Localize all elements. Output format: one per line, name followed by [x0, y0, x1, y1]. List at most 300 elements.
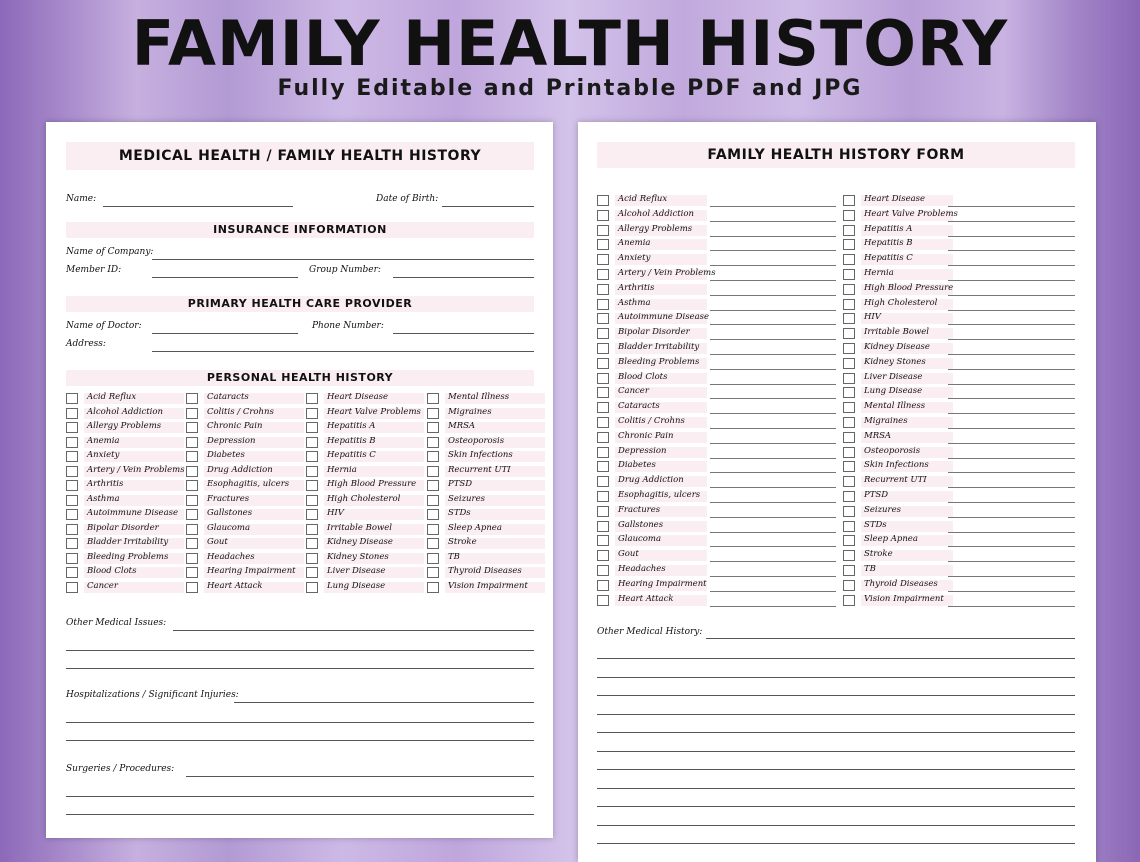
condition-checkbox[interactable] — [427, 437, 439, 448]
condition-notes-line[interactable] — [948, 354, 1075, 355]
condition-notes-line[interactable] — [710, 221, 836, 222]
condition-label: Anxiety — [618, 253, 651, 264]
condition-checkbox[interactable] — [843, 402, 855, 413]
condition-notes-line[interactable] — [948, 250, 1075, 251]
condition-checkbox[interactable] — [843, 328, 855, 339]
condition-label: Acid Reflux — [87, 392, 137, 402]
condition-label: Artery / Vein Problems — [87, 464, 185, 475]
condition-checkbox[interactable] — [843, 447, 855, 458]
condition-checkbox[interactable] — [186, 451, 198, 462]
condition-notes-line[interactable] — [948, 236, 1075, 237]
condition-notes-line[interactable] — [710, 398, 836, 399]
hospitalizations-label: Hospitalizations / Significant Injuries: — [66, 690, 239, 700]
condition-label: Irritable Bowel — [864, 327, 929, 338]
condition-checkbox[interactable] — [186, 553, 198, 564]
condition-label: Recurrent UTI — [448, 464, 511, 475]
condition-checkbox[interactable] — [306, 495, 318, 506]
condition-checkbox[interactable] — [597, 254, 609, 265]
condition-notes-line[interactable] — [710, 206, 836, 207]
condition-notes-line[interactable] — [710, 591, 836, 592]
condition-checkbox[interactable] — [597, 402, 609, 413]
dob-label: Date of Birth: — [376, 194, 439, 204]
condition-checkbox[interactable] — [66, 553, 78, 564]
surgeries-line[interactable] — [186, 776, 534, 777]
surgeries-line[interactable] — [66, 796, 534, 797]
condition-notes-line[interactable] — [948, 472, 1075, 473]
condition-notes-line[interactable] — [948, 295, 1075, 296]
condition-checkbox[interactable] — [843, 595, 855, 606]
condition-notes-line[interactable] — [710, 310, 836, 311]
condition-checkbox[interactable] — [427, 524, 439, 535]
condition-checkbox[interactable] — [306, 538, 318, 549]
condition-checkbox[interactable] — [843, 373, 855, 384]
name-field[interactable] — [103, 206, 293, 207]
condition-label: Bladder Irritability — [618, 342, 700, 352]
condition-label: Liver Disease — [327, 566, 386, 576]
condition-checkbox[interactable] — [597, 461, 609, 472]
condition-label: Esophagitis, ulcers — [207, 479, 290, 489]
hospitalizations-line[interactable] — [234, 702, 534, 703]
condition-label: Kidney Disease — [864, 342, 930, 352]
condition-checkbox[interactable] — [597, 535, 609, 546]
condition-checkbox[interactable] — [843, 506, 855, 517]
doctor-field[interactable] — [152, 333, 298, 334]
condition-checkbox[interactable] — [427, 451, 439, 462]
condition-checkbox[interactable] — [843, 461, 855, 472]
condition-notes-line[interactable] — [710, 606, 836, 607]
condition-checkbox[interactable] — [597, 491, 609, 502]
condition-checkbox[interactable] — [597, 417, 609, 428]
condition-checkbox[interactable] — [186, 408, 198, 419]
condition-label: Heart Attack — [207, 580, 263, 591]
condition-checkbox[interactable] — [186, 422, 198, 433]
condition-checkbox[interactable] — [66, 451, 78, 462]
condition-label: Gout — [618, 549, 639, 560]
condition-notes-line[interactable] — [948, 398, 1075, 399]
condition-notes-line[interactable] — [948, 546, 1075, 547]
condition-label: Anemia — [87, 435, 120, 446]
condition-label: Asthma — [87, 493, 120, 504]
member-label: Member ID: — [66, 265, 122, 275]
condition-label: Mental Illness — [448, 392, 510, 402]
condition-label: PTSD — [864, 490, 889, 500]
condition-label: Bipolar Disorder — [618, 327, 690, 338]
family-history-form-page — [578, 122, 1096, 862]
group-label: Group Number: — [309, 265, 381, 275]
condition-notes-line[interactable] — [710, 384, 836, 385]
condition-label: Fractures — [207, 493, 250, 504]
condition-checkbox[interactable] — [306, 509, 318, 520]
condition-notes-line[interactable] — [948, 206, 1075, 207]
condition-label: Anxiety — [87, 450, 120, 460]
condition-label: Acid Reflux — [618, 194, 668, 204]
condition-checkbox[interactable] — [427, 567, 439, 578]
condition-checkbox[interactable] — [843, 521, 855, 532]
condition-checkbox[interactable] — [843, 535, 855, 546]
condition-checkbox[interactable] — [306, 582, 318, 593]
condition-checkbox[interactable] — [66, 422, 78, 433]
condition-notes-line[interactable] — [710, 472, 836, 473]
condition-checkbox[interactable] — [66, 480, 78, 491]
condition-label: Lung Disease — [864, 386, 923, 397]
condition-notes-line[interactable] — [710, 487, 836, 488]
condition-checkbox[interactable] — [427, 408, 439, 419]
condition-label: MRSA — [864, 430, 892, 441]
name-label: Name: — [66, 194, 97, 204]
condition-label: Bleeding Problems — [618, 356, 700, 367]
condition-checkbox[interactable] — [597, 521, 609, 532]
condition-checkbox[interactable] — [597, 225, 609, 236]
other-issues-line[interactable] — [173, 630, 534, 631]
condition-label: Hearing Impairment — [207, 566, 296, 576]
condition-checkbox[interactable] — [306, 480, 318, 491]
condition-label: Arthritis — [618, 282, 655, 293]
condition-label: High Cholesterol — [864, 297, 938, 308]
condition-notes-line[interactable] — [948, 280, 1075, 281]
condition-checkbox[interactable] — [306, 567, 318, 578]
condition-label: Irritable Bowel — [327, 522, 392, 533]
condition-notes-line[interactable] — [948, 606, 1075, 607]
condition-label: Osteoporosis — [864, 445, 921, 456]
dob-field[interactable] — [442, 206, 534, 207]
condition-label: Glaucoma — [207, 522, 251, 533]
hospitalizations-line[interactable] — [66, 740, 534, 741]
checklist-row-bg — [445, 553, 545, 564]
condition-label: Colitis / Crohns — [618, 416, 685, 426]
condition-checkbox[interactable] — [186, 567, 198, 578]
condition-checkbox[interactable] — [66, 408, 78, 419]
condition-notes-line[interactable] — [948, 561, 1075, 562]
condition-checkbox[interactable] — [597, 550, 609, 561]
condition-notes-line[interactable] — [948, 369, 1075, 370]
condition-label: Blood Clots — [618, 371, 668, 382]
other-history-line[interactable] — [597, 751, 1075, 752]
condition-checkbox[interactable] — [597, 269, 609, 280]
condition-notes-line[interactable] — [948, 384, 1075, 385]
condition-checkbox[interactable] — [597, 343, 609, 354]
condition-label: Hepatitis A — [864, 223, 913, 234]
condition-checkbox[interactable] — [843, 476, 855, 487]
condition-checkbox[interactable] — [186, 582, 198, 593]
condition-label: High Blood Pressure — [864, 282, 954, 293]
condition-notes-line[interactable] — [710, 561, 836, 562]
condition-label: Colitis / Crohns — [207, 406, 274, 417]
condition-label: Kidney Disease — [327, 537, 393, 547]
condition-label: Headaches — [618, 564, 666, 574]
other-history-line[interactable] — [597, 769, 1075, 770]
condition-checkbox[interactable] — [597, 313, 609, 324]
condition-label: Hepatitis C — [327, 450, 376, 460]
condition-notes-line[interactable] — [710, 458, 836, 459]
condition-notes-line[interactable] — [948, 517, 1075, 518]
condition-checkbox[interactable] — [597, 580, 609, 591]
condition-label: Recurrent UTI — [864, 475, 927, 486]
condition-checkbox[interactable] — [843, 387, 855, 398]
condition-label: Stroke — [448, 537, 477, 547]
condition-label: Headaches — [207, 551, 255, 562]
condition-checkbox[interactable] — [66, 393, 78, 404]
other-history-line[interactable] — [597, 658, 1075, 659]
condition-checkbox[interactable] — [186, 538, 198, 549]
condition-label: Hepatitis A — [327, 421, 376, 431]
condition-checkbox[interactable] — [843, 358, 855, 369]
condition-label: Hernia — [864, 268, 894, 278]
condition-notes-line[interactable] — [710, 339, 836, 340]
condition-checkbox[interactable] — [306, 408, 318, 419]
condition-label: Migraines — [448, 406, 492, 417]
condition-notes-line[interactable] — [710, 413, 836, 414]
condition-checkbox[interactable] — [306, 437, 318, 448]
condition-checkbox[interactable] — [843, 269, 855, 280]
condition-checkbox[interactable] — [597, 210, 609, 221]
condition-checkbox[interactable] — [597, 195, 609, 206]
condition-checkbox[interactable] — [843, 239, 855, 250]
condition-notes-line[interactable] — [948, 576, 1075, 577]
condition-label: STDs — [448, 508, 471, 518]
condition-label: PTSD — [448, 479, 473, 489]
condition-notes-line[interactable] — [948, 502, 1075, 503]
condition-checkbox[interactable] — [66, 466, 78, 477]
condition-checkbox[interactable] — [843, 565, 855, 576]
condition-label: Mental Illness — [864, 401, 926, 412]
condition-checkbox[interactable] — [843, 550, 855, 561]
condition-checkbox[interactable] — [843, 299, 855, 310]
condition-label: HIV — [327, 508, 344, 518]
phone-field[interactable] — [393, 333, 534, 334]
condition-notes-line[interactable] — [710, 265, 836, 266]
condition-notes-line[interactable] — [948, 413, 1075, 414]
condition-checkbox[interactable] — [306, 553, 318, 564]
condition-checkbox[interactable] — [186, 495, 198, 506]
condition-label: TB — [448, 551, 460, 562]
condition-label: Autoimmune Disease — [87, 508, 179, 518]
condition-label: TB — [864, 564, 876, 574]
condition-checkbox[interactable] — [66, 437, 78, 448]
condition-label: Fractures — [618, 504, 661, 515]
condition-checkbox[interactable] — [306, 393, 318, 404]
condition-label: Depression — [207, 435, 256, 446]
condition-label: Glaucoma — [618, 534, 662, 545]
condition-checkbox[interactable] — [427, 422, 439, 433]
condition-label: Hepatitis B — [327, 435, 376, 446]
condition-checkbox[interactable] — [66, 538, 78, 549]
condition-notes-line[interactable] — [948, 487, 1075, 488]
condition-label: Allergy Problems — [87, 421, 162, 431]
other-history-line[interactable] — [597, 732, 1075, 733]
condition-notes-line[interactable] — [710, 369, 836, 370]
condition-notes-line[interactable] — [710, 250, 836, 251]
condition-checkbox[interactable] — [66, 567, 78, 578]
condition-checkbox[interactable] — [597, 447, 609, 458]
group-field[interactable] — [393, 277, 534, 278]
condition-label: HIV — [864, 312, 881, 323]
condition-checkbox[interactable] — [427, 509, 439, 520]
condition-label: Liver Disease — [864, 371, 923, 382]
other-history-line[interactable] — [597, 806, 1075, 807]
condition-checkbox[interactable] — [843, 225, 855, 236]
condition-checkbox[interactable] — [306, 422, 318, 433]
condition-checkbox[interactable] — [66, 509, 78, 520]
condition-notes-line[interactable] — [710, 502, 836, 503]
condition-checkbox[interactable] — [843, 210, 855, 221]
condition-checkbox[interactable] — [843, 491, 855, 502]
address-field[interactable] — [152, 351, 534, 352]
condition-checkbox[interactable] — [306, 524, 318, 535]
condition-checkbox[interactable] — [843, 313, 855, 324]
condition-checkbox[interactable] — [306, 466, 318, 477]
condition-notes-line[interactable] — [948, 532, 1075, 533]
condition-checkbox[interactable] — [306, 451, 318, 462]
condition-checkbox[interactable] — [597, 328, 609, 339]
condition-notes-line[interactable] — [710, 443, 836, 444]
condition-notes-line[interactable] — [710, 324, 836, 325]
condition-notes-line[interactable] — [948, 310, 1075, 311]
other-issues-line[interactable] — [66, 650, 534, 651]
hospitalizations-line[interactable] — [66, 722, 534, 723]
condition-notes-line[interactable] — [710, 354, 836, 355]
condition-label: Thyroid Diseases — [864, 578, 938, 589]
condition-checkbox[interactable] — [427, 480, 439, 491]
condition-checkbox[interactable] — [597, 432, 609, 443]
condition-label: STDs — [864, 519, 887, 530]
condition-label: Heart Valve Problems — [327, 406, 421, 417]
condition-checkbox[interactable] — [843, 284, 855, 295]
page1-header: MEDICAL HEALTH / FAMILY HEALTH HISTORY — [66, 142, 534, 170]
condition-notes-line[interactable] — [948, 591, 1075, 592]
condition-notes-line[interactable] — [710, 236, 836, 237]
condition-label: Drug Addiction — [207, 464, 273, 475]
condition-checkbox[interactable] — [843, 580, 855, 591]
condition-label: MRSA — [448, 421, 476, 431]
condition-checkbox[interactable] — [597, 358, 609, 369]
condition-label: Hepatitis B — [864, 238, 913, 249]
condition-notes-line[interactable] — [948, 458, 1075, 459]
condition-checkbox[interactable] — [597, 506, 609, 517]
condition-label: Heart Disease — [864, 194, 926, 204]
condition-checkbox[interactable] — [186, 524, 198, 535]
medical-history-page — [46, 122, 553, 838]
condition-checkbox[interactable] — [843, 432, 855, 443]
condition-label: Asthma — [618, 297, 651, 308]
condition-label: Chronic Pain — [207, 421, 263, 431]
condition-label: Hepatitis C — [864, 253, 913, 264]
surgeries-line[interactable] — [66, 814, 534, 815]
condition-checkbox[interactable] — [597, 284, 609, 295]
condition-label: Cataracts — [618, 401, 660, 412]
condition-label: Migraines — [864, 416, 908, 426]
condition-notes-line[interactable] — [710, 295, 836, 296]
condition-checkbox[interactable] — [597, 387, 609, 398]
condition-label: Kidney Stones — [864, 356, 926, 367]
condition-notes-line[interactable] — [710, 428, 836, 429]
condition-label: Gallstones — [618, 519, 664, 530]
condition-label: Autoimmune Disease — [618, 312, 710, 323]
condition-label: Heart Valve Problems — [864, 208, 958, 219]
condition-notes-line[interactable] — [948, 324, 1075, 325]
condition-checkbox[interactable] — [427, 466, 439, 477]
condition-label: High Cholesterol — [327, 493, 401, 504]
condition-label: Drug Addiction — [618, 475, 684, 486]
other-history-line[interactable] — [597, 714, 1075, 715]
condition-checkbox[interactable] — [66, 495, 78, 506]
condition-label: Blood Clots — [87, 566, 137, 576]
other-history-line[interactable] — [597, 843, 1075, 844]
condition-notes-line[interactable] — [948, 443, 1075, 444]
condition-checkbox[interactable] — [427, 495, 439, 506]
condition-checkbox[interactable] — [427, 582, 439, 593]
condition-checkbox[interactable] — [843, 195, 855, 206]
other-history-label: Other Medical History: — [597, 627, 703, 637]
other-history-line[interactable] — [597, 695, 1075, 696]
condition-checkbox[interactable] — [186, 393, 198, 404]
other-history-line[interactable] — [597, 677, 1075, 678]
condition-checkbox[interactable] — [186, 466, 198, 477]
condition-checkbox[interactable] — [427, 553, 439, 564]
condition-label: Allergy Problems — [618, 223, 693, 234]
condition-label: Gout — [207, 537, 228, 547]
other-history-line[interactable] — [597, 825, 1075, 826]
condition-checkbox[interactable] — [597, 373, 609, 384]
condition-label: Esophagitis, ulcers — [618, 490, 701, 500]
other-history-line[interactable] — [597, 788, 1075, 789]
company-label: Name of Company: — [66, 247, 154, 257]
condition-label: Sleep Apnea — [864, 534, 918, 545]
condition-label: Vision Impairment — [448, 580, 528, 591]
condition-notes-line[interactable] — [710, 546, 836, 547]
condition-checkbox[interactable] — [66, 524, 78, 535]
other-issues-line[interactable] — [66, 668, 534, 669]
condition-notes-line[interactable] — [948, 339, 1075, 340]
condition-notes-line[interactable] — [948, 221, 1075, 222]
condition-notes-line[interactable] — [710, 532, 836, 533]
condition-label: Bladder Irritability — [87, 537, 169, 547]
phone-label: Phone Number: — [312, 321, 384, 331]
condition-checkbox[interactable] — [427, 538, 439, 549]
condition-checkbox[interactable] — [843, 343, 855, 354]
member-field[interactable] — [152, 277, 298, 278]
condition-notes-line[interactable] — [710, 280, 836, 281]
condition-checkbox[interactable] — [66, 582, 78, 593]
condition-label: Anemia — [618, 238, 651, 249]
company-field[interactable] — [152, 259, 534, 260]
condition-notes-line[interactable] — [710, 517, 836, 518]
condition-label: Cancer — [87, 580, 118, 591]
condition-notes-line[interactable] — [710, 576, 836, 577]
insurance-title: INSURANCE INFORMATION — [66, 222, 534, 238]
condition-checkbox[interactable] — [186, 437, 198, 448]
condition-checkbox[interactable] — [597, 299, 609, 310]
condition-checkbox[interactable] — [597, 476, 609, 487]
condition-checkbox[interactable] — [597, 595, 609, 606]
condition-checkbox[interactable] — [597, 239, 609, 250]
condition-label: Diabetes — [618, 460, 656, 471]
condition-checkbox[interactable] — [843, 417, 855, 428]
condition-checkbox[interactable] — [597, 565, 609, 576]
doctor-label: Name of Doctor: — [66, 321, 142, 331]
condition-notes-line[interactable] — [948, 265, 1075, 266]
condition-checkbox[interactable] — [843, 254, 855, 265]
condition-label: Artery / Vein Problems — [618, 268, 716, 278]
condition-label: Skin Infections — [864, 460, 929, 471]
condition-checkbox[interactable] — [427, 393, 439, 404]
condition-notes-line[interactable] — [948, 428, 1075, 429]
condition-checkbox[interactable] — [186, 480, 198, 491]
other-history-line[interactable] — [706, 638, 1075, 639]
condition-checkbox[interactable] — [186, 509, 198, 520]
condition-label: Alcohol Addiction — [618, 208, 694, 219]
condition-label: Arthritis — [87, 479, 124, 489]
surgeries-label: Surgeries / Procedures: — [66, 764, 175, 774]
